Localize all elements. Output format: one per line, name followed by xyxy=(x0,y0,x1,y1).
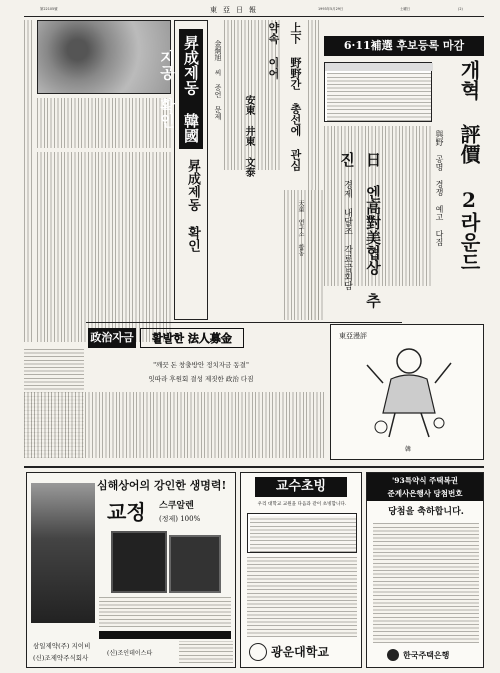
ad-product-sub: 스쿠알렌 xyxy=(159,501,194,511)
lottery-title-line2: 준계사은행사 당첨번호 xyxy=(387,489,463,498)
table-header-row xyxy=(325,63,433,71)
lottery-title-line1: '93특약식 주택복권 xyxy=(391,476,459,485)
cartoon-column-title: 東亞漫評 xyxy=(339,332,367,340)
issue-date: 1993年5月29日 xyxy=(318,7,344,11)
ad-product-box-2 xyxy=(169,535,221,593)
candidates-table xyxy=(324,62,432,122)
left-narrow-text xyxy=(24,20,34,342)
column-small-title: 金炯旭 씨 증언 문제 xyxy=(214,40,222,120)
ad-product-box xyxy=(111,531,167,593)
ad-model-photo xyxy=(31,483,95,623)
fund-banner-right: 활발한 法人募金 xyxy=(140,328,244,348)
issue-day: 土曜日 xyxy=(400,7,411,11)
news-photo xyxy=(37,20,171,94)
center-left-headline: 安東 井東 文泰 xyxy=(243,95,254,177)
squalene-ad xyxy=(26,472,236,668)
ads-top-rule xyxy=(24,466,484,468)
reform-subheadline: 與野 공명 경쟁 예고 다짐 xyxy=(435,130,444,246)
bank-logo-icon xyxy=(387,649,399,661)
recruitment-ad xyxy=(240,472,362,668)
ad-notice-bar xyxy=(99,631,231,639)
fund-subheadline-1: "깨끗 돈 창출방안 정치자금 동결" xyxy=(153,361,249,369)
table-body xyxy=(327,73,431,121)
ad-company-1: 삼일제약(주) 지이비 xyxy=(33,642,91,650)
recruitment-intro: 우리 대학교 교원을 다음과 같이 초빙합니다. xyxy=(257,502,347,507)
ad-company-2: (신)조제약주식회사 xyxy=(33,654,89,662)
lottery-numbers xyxy=(373,523,479,643)
ad-product-name: 교정 xyxy=(107,500,146,524)
university-name: 광운대학교 xyxy=(271,645,329,659)
leftside-headline-sub: 昇成제동 확인 xyxy=(185,159,200,252)
issue-number: 第22105號 xyxy=(40,7,58,11)
ad-slogan: 심해상어의 강인한 생명력! xyxy=(97,479,227,492)
fund-subheadline-2: 잇따라 후원회 결성 제짓한 政治 다짐 xyxy=(148,375,254,383)
fund-banner-left: 政治자금 xyxy=(88,328,136,348)
cartoon-caption: 韓 xyxy=(404,446,411,453)
fund-article-text xyxy=(24,392,324,458)
recruitment-details xyxy=(247,557,357,637)
header-note xyxy=(100,7,160,13)
leftside-headline-box xyxy=(158,20,208,320)
japan-headline: 日 엔高對美협상 추진 xyxy=(338,152,382,308)
recruitment-table-rows xyxy=(250,516,356,552)
leftside-headline: 昇成제동 韓國지공 확인 xyxy=(179,29,203,149)
cartoon-figure-icon xyxy=(361,343,457,441)
ad-footer-text xyxy=(179,641,233,663)
left-article-text xyxy=(37,152,171,342)
cartoon-box xyxy=(330,324,484,460)
ad-body-text xyxy=(99,597,231,627)
by-election-headline: 6·11補選 후보등록 마감 xyxy=(324,36,484,56)
page-number: (2) xyxy=(458,7,463,11)
photo-caption-text xyxy=(37,98,171,148)
masthead: 東亞日報 xyxy=(210,6,262,14)
header-rule xyxy=(24,16,484,17)
reform-headline: 개혁 評價 2라운드 xyxy=(457,60,481,272)
lottery-ad xyxy=(366,472,484,668)
recruitment-table xyxy=(247,513,357,553)
university-emblem-icon xyxy=(249,643,267,661)
fund-top-rule xyxy=(86,322,402,323)
recruitment-title: 교수초빙 xyxy=(255,477,347,497)
lottery-congrats: 당첨을 축하합니다. xyxy=(388,507,464,517)
ad-percent: (정제) 100% xyxy=(159,515,201,523)
lottery-title-box xyxy=(367,473,483,501)
mid-lower-text xyxy=(284,190,324,320)
japan-subheadline: 경제 내달초 각료급회담 xyxy=(342,180,352,290)
mid-vertical-headline-2: 天童 연구소 활동 xyxy=(297,200,304,256)
bank-name: 한국주택은행 xyxy=(403,650,450,660)
mid-vertical-headline: 上下 野野간 총선에 관심 약속 이어 xyxy=(267,22,302,171)
ad-contact: (신)조인데이스타 xyxy=(107,650,153,657)
